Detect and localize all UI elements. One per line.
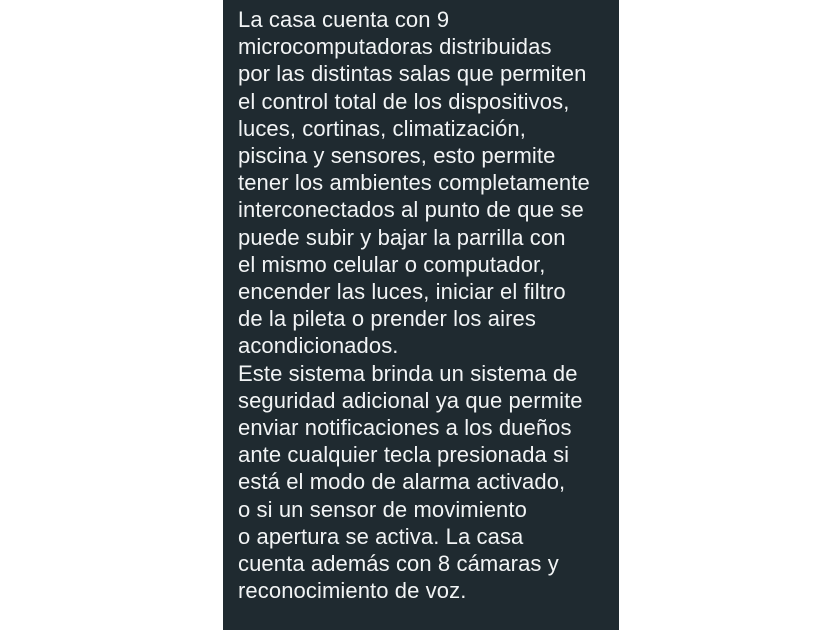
message-line: tener los ambientes completamente	[238, 170, 590, 196]
message-line: reconocimiento de voz.	[238, 578, 467, 604]
message-line: el control total de los dispositivos,	[238, 88, 570, 114]
message-line: o si un sensor de movimiento	[238, 496, 527, 522]
message-line: enviar notificaciones a los dueños	[238, 415, 572, 441]
message-line: seguridad adicional ya que permite	[238, 387, 583, 413]
message-line: luces, cortinas, climatización,	[238, 115, 526, 141]
message-line: piscina y sensores, esto permite	[238, 143, 556, 169]
message-line: está el modo de alarma activado,	[238, 469, 566, 495]
message-line: acondicionados.	[238, 333, 399, 359]
message-line: de la pileta o prender los aires	[238, 306, 536, 332]
message-line: ante cualquier tecla presionada si	[238, 442, 570, 468]
message-line: el mismo celular o computador,	[238, 251, 546, 277]
message-line: Este sistema brinda un sistema de	[238, 360, 578, 386]
message-line: microcomputadoras distribuidas	[238, 34, 552, 60]
message-line: encender las luces, iniciar el filtro	[238, 279, 566, 305]
message-line: cuenta además con 8 cámaras y	[238, 551, 559, 577]
message-line: interconectados al punto de que se	[238, 197, 584, 223]
message-text	[238, 6, 618, 604]
message-line: puede subir y bajar la parrilla con	[238, 224, 566, 250]
message-line: La casa cuenta con 9	[238, 7, 450, 32]
message-line: o apertura se activa. La casa	[238, 523, 524, 549]
message-line: por las distintas salas que permiten	[238, 61, 587, 87]
